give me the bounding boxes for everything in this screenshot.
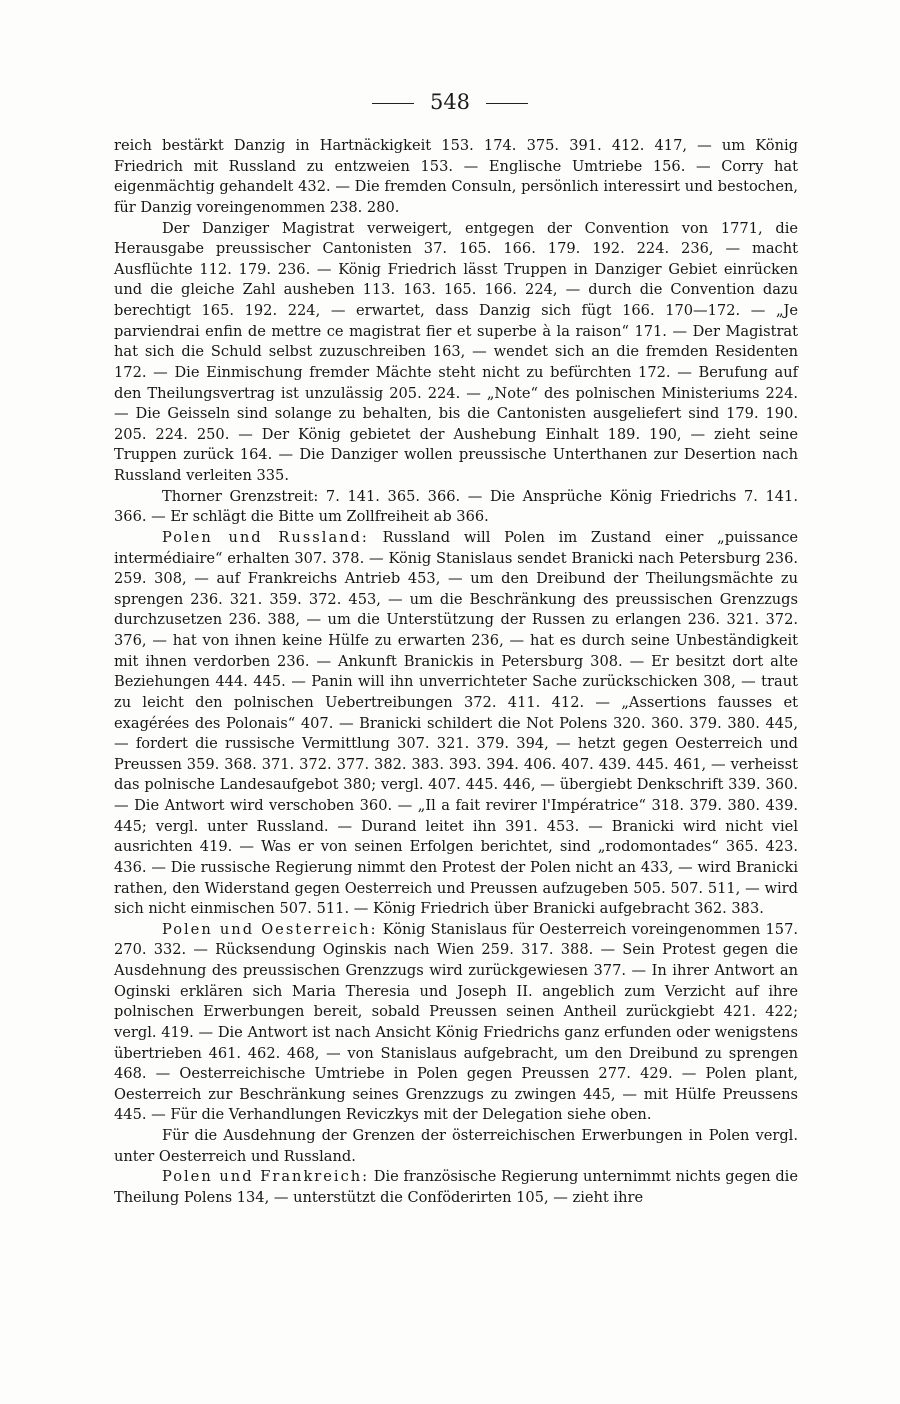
paragraph-text: reich bestärkt Danzig in Hartnäckigkeit 153. 174. 375. 391. 412. 417, — um König Friedrich mit Russland zu entzweien 153. — Englische Umtriebe 156. — Corry hat eigenmächtig gehandelt 432. — Die fremden Consuln, persönlich interessirt und bestochen, für Danzig voreingenommen 238. 280.	[114, 137, 798, 216]
section-heading: Polen und Frankreich:	[162, 1168, 370, 1186]
paragraph-text: Thorner Grenzstreit: 7. 141. 365. 366. — Die Ansprüche König Friedrichs 7. 141. 366. — Er schlägt die Bitte um Zollfreiheit ab 366.	[114, 487, 798, 526]
paragraph-text: König Stanislaus für Oesterreich voreingenommen 157. 270. 332. — Rücksendung Oginskis nach Wien 259. 317. 388. — Sein Protest gegen die Ausdehnung des preussischen Grenzzugs wird zurückgewiesen 377. — In ihrer Antwort an Oginski erklären sich Maria Theresia und Joseph II. angeblich zum Verzicht auf ihre polnischen Erwerbungen bereit, sobald Preussen seinen Antheil zurückgiebt 421. 422; vergl. 419. — Die Antwort ist nach Ansicht König Friedrichs ganz erfunden oder wenigstens übertrieben 461. 462. 468, — von Stanislaus aufgebracht, um den Dreibund zu sprengen 468. — Oesterreichische Umtriebe in Polen gegen Preussen 277. 429. — Polen plant, Oesterreich zur Beschränkung seines Grenzzugs zu zwingen 445, — mit Hülfe Preussens 445. — Für die Verhandlungen Reviczkys mit der Delegation siehe oben.	[114, 920, 798, 1124]
paragraph-polen-und-russland	[114, 528, 798, 920]
paragraph-polen-und-oesterreich	[114, 920, 798, 1126]
paragraph-thorner-grenzstreit	[114, 487, 798, 528]
paragraph-danzig-continued	[114, 136, 798, 219]
paragraph-text: Für die Ausdehnung der Grenzen der österreichischen Erwerbungen in Polen vergl. unter Oesterreich und Russland.	[114, 1127, 798, 1165]
paragraph-text: Der Danziger Magistrat verweigert, entgegen der Convention von 1771, die Herausgabe preussischer Cantonisten 37. 165. 166. 179. 192. 224. 236, — macht Ausflüchte 112. 179. 236. — König Friedrich lässt Truppen in Danziger Gebiet einrücken und die gleiche Zahl ausheben 113. 163. 165. 166. 224, — durch die Convention dazu berechtigt 165. 192. 224, — erwartet, dass Danzig sich fügt 166. 170—172. — „Je parviendrai enfin de mettre ce magistrat fier et superbe à la raison“ 171. — Der Magistrat hat sich die Schuld selbst zuzuschreiben 163, — wendet sich an die fremden Residenten 172. — Die Einmischung fremder Mächte steht nicht zu befürchten 172. — Berufung auf den Theilungsvertrag ist unzulässig 205. 224. — „Note“ des polnischen Ministeriums 224. — Die Geisseln sind solange zu behalten, bis die Cantonisten ausgeliefert sind 179. 190. 205. 224. 250. — Der König gebietet der Aushebung Einhalt 189. 190, — zieht seine Truppen zurück 164. — Die Danziger wollen preussische Unterthanen zur Desertion nach Russland verleiten 335.	[114, 219, 798, 484]
paragraph-grenzen-verweis	[114, 1126, 798, 1167]
paragraph-text: Russland will Polen im Zustand einer „puissance intermédiaire“ erhalten 307. 378. — König Stanislaus sendet Branicki nach Petersburg 236. 259. 308, — auf Frankreichs Antrieb 453, — um den Dreibund der Theilungsmächte zu sprengen 236. 321. 359. 372. 453, — um die Beschränkung des preussischen Grenzzugs durchzusetzen 236. 388, — um die Unterstützung der Russen zu erlangen 236. 321. 372. 376, — hat von ihnen keine Hülfe zu erwarten 236, — hat es durch seine Unbeständigkeit mit ihnen verdorben 236. — Ankunft Branickis in Petersburg 308. — Er besitzt dort alte Beziehungen 444. 445. — Panin will ihn unverrichteter Sache zurückschicken 308, — traut zu leicht den polnischen Uebertreibungen 372. 411. 412. — „Assertions fausses et exagérées des Polonais“ 407. — Branicki schildert die Not Polens 320. 360. 379. 380. 445, — fordert die russische Vermittlung 307. 321. 379. 394, — hetzt gegen Oesterreich und Preussen 359. 368. 371. 372. 377. 382. 383. 393. 394. 406. 407. 439. 445. 461, — verheisst das polnische Landesaufgebot 380; vergl. 407. 445. 446, — übergiebt Denkschrift 339. 360. — Die Antwort wird verschoben 360. — „Il a fait revirer l'Impératrice“ 318. 379. 380. 439. 445; vergl. unter Russland. — Durand leitet ihn 391. 453. — Branicki wird nicht viel ausrichten 419. — Was er von seinen Erfolgen berichtet, sind „rodomontades“ 365. 423. 436. — Die russische Regierung nimmt den Protest der Polen nicht an 433, — wird Branicki rathen, den Widerstand gegen Oesterreich und Preussen aufzugeben 505. 507. 511, — wird sich nicht einmischen 507. 511. — König Friedrich über Branicki aufgebracht 362. 383.	[114, 528, 799, 918]
page-header	[0, 86, 900, 118]
section-heading: Polen und Russland:	[162, 528, 369, 546]
paragraph-danziger-magistrat	[114, 219, 798, 487]
index-text	[114, 136, 798, 1209]
section-heading: Polen und Oesterreich:	[162, 920, 378, 938]
page-number: 548	[429, 90, 471, 114]
header-rule-left	[372, 103, 414, 104]
header-rule-right	[486, 103, 528, 104]
paragraph-polen-und-frankreich	[114, 1167, 798, 1208]
paragraph-text: Die französische Regierung unternimmt nichts gegen die Theilung Polens 134, — unterstützt die Conföderirten 105, — zieht ihre	[114, 1168, 798, 1206]
